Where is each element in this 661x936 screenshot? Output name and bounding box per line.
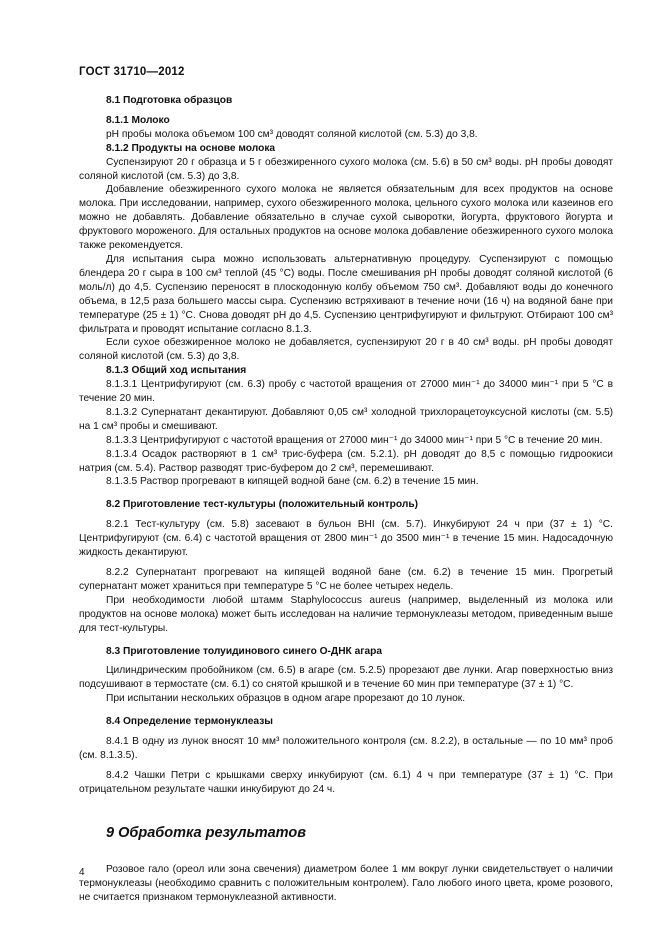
paragraph-8-2-1: 8.2.1 Тест-культуру (см. 5.8) засевают в бульон ВНI (см. 5.7). Инкубируют 24 ч при (37 ± 1) °С. Центрифугируют (см. 6.4) с частотой вращения от 2800 мин⁻¹ до 3500 мин⁻¹ в течение 15 мин. Надосадочную жидкость декантируют. — [79, 519, 613, 559]
heading-8-1-3: 8.1.3 Общий ход испытания — [106, 365, 247, 377]
heading-8-1: 8.1 Подготовка образцов — [106, 95, 233, 106]
paragraph-milk-ph: рН пробы молока объемом 100 см³ доводят соляной кислотой (см. 5.3) до 3,8. — [106, 128, 478, 140]
paragraph-cheese-procedure: Для испытания сыра можно использовать альтернативную процедуру. Суспензируют с помощью блендера 20 г сыра в 100 см³ теплой (45 °С) воды. После смешивания рН пробы доводят соляной кислотой (6 моль/л) до 4,5. Суспензию переносят в плоскодонную колбу объемом 750 см³. Добавляют воды до конечного объема, в 12,5 раза большего массы сыра. Суспензию встряхивают в течение ночи (16 ч) на водяной бане при температуре (25 ± 1) °С. Снова доводят рН до 4,5. Суспензию центрифугируют и фильтруют. Отбирают 100 см³ фильтрата и проводят испытание согласно 8.1.3. — [79, 253, 613, 335]
heading-8-3: 8.3 Приготовление толуидинового синего О-ДНК агара — [106, 645, 383, 657]
paragraph-8-1-3-3: 8.1.3.3 Центрифугируют с частотой вращения от 27000 мин⁻¹ до 34000 мин⁻¹ при 5 °С в течение 20 мин. — [106, 434, 603, 446]
section-9-title: 9 Обработка результатов — [106, 824, 306, 841]
heading-8-4: 8.4 Определение термонуклеазы — [106, 716, 273, 728]
paragraph-no-dry-milk: Если сухое обезжиренное молоко не добавляется, суспензируют 20 г в 40 см³ воды. рН пробы доводят соляной кислотой (см. 5.3) до 3,8. — [79, 337, 613, 363]
document-header: ГОСТ 31710—2012 — [79, 66, 185, 78]
paragraph-8-1-3-5: 8.1.3.5 Раствор прогревают в кипящей водной бане (см. 6.2) в течение 15 мин. — [106, 476, 479, 488]
paragraph-dry-milk-addition: Добавление обезжиренного сухого молока не является обязательным для всех продуктов на основе молока. При исследовании, например, сухого обезжиренного молока, цельного сухого молока или казеинов его можно не добавлять. Добавление обязательно в случае сухой сыворотки, йогурта, фруктового йогурта и фруктового мороженого. Для остальных продуктов на основе молока добавление обезжиренного сухого молока также рекомендуется. — [79, 184, 613, 252]
paragraph-8-1-3-4: 8.1.3.4 Осадок растворяют в 1 см³ трис-буфера (см. 5.2.1). рН доводят до 8,5 с помощью гидроокиси натрия (см. 5.4). Раствор разводят трис-буфером до 2 см³, перемешивают. — [79, 448, 613, 474]
document-body — [79, 94, 613, 904]
paragraph-staphylococcus: При необходимости любой штамм Staphylococcus aureus (например, выделенный из молока или продуктов на основе молока) может быть исследован на наличие термонуклеазы методом, приведенным выше для тест-культуры. — [79, 594, 613, 634]
paragraph-multiple-samples: При испытании нескольких образцов в одном агаре прорезают до 10 лунок. — [106, 693, 466, 705]
paragraph-8-1-3-2: 8.1.3.2 Супернатант декантируют. Добавляют 0,05 см³ холодной трихлорацетоуксусной кислоты (см. 5.5) на 1 см³ пробы и смешивают. — [79, 406, 613, 432]
paragraph-8-1-3-1: 8.1.3.1 Центрифугируют (см. 6.3) пробу с частотой вращения от 27000 мин⁻¹ до 34000 мин⁻¹ при 5 °С в течение 20 мин. — [79, 379, 613, 405]
paragraph-8-4-2: 8.4.2 Чашки Петри с крышками сверху инкубируют (см. 6.1) 4 ч при температуре (37 ± 1) °С. При отрицательном результате чашки инкубируют до 24 ч. — [79, 769, 613, 795]
page-number: 4 — [79, 867, 85, 878]
paragraph-cylinder-punch: Цилиндрическим пробойником (см. 6.5) в агаре (см. 5.2.5) прорезают две лунки. Агар поверхностью вниз подсушивают в термостате (см. 6.1) со снятой крышкой и в течение 60 мин при температуре (37 ± 1) °С. — [79, 665, 613, 691]
heading-8-1-2: 8.1.2 Продукты на основе молока — [106, 142, 276, 154]
paragraph-8-4-1: 8.4.1 В одну из лунок вносят 10 мм³ положительного контроля (см. 8.2.2), в остальные — по 10 мм³ проб (см. 8.1.3.5). — [79, 736, 613, 761]
paragraph-8-2-2: 8.2.2 Супернатант прогревают на кипящей водяной бане (см. 6.2) в течение 15 мин. Прогретый супернатант может храниться при температуре 5 °С не более четырех недель. — [79, 567, 613, 592]
paragraph-suspend-sample: Суспензируют 20 г образца и 5 г обезжиренного сухого молока (см. 5.6) в 50 см³ воды. рН пробы доводят соляной кислотой (см. 5.3) до 3,8. — [79, 156, 613, 182]
heading-8-2: 8.2 Приготовление тест-культуры (положительный контроль) — [106, 499, 418, 511]
paragraph-halo-result: Розовое гало (ореол или зона свечения) диаметром более 1 мм вокруг лунки свидетельствует о наличии термонуклеазы (необходимо сравнить с положительным контролем). Гало любого иного цвета, кроме розового, не считается признаком термонуклеазной активности. — [79, 863, 613, 903]
heading-8-1-1: 8.1.1 Молоко — [106, 114, 170, 126]
